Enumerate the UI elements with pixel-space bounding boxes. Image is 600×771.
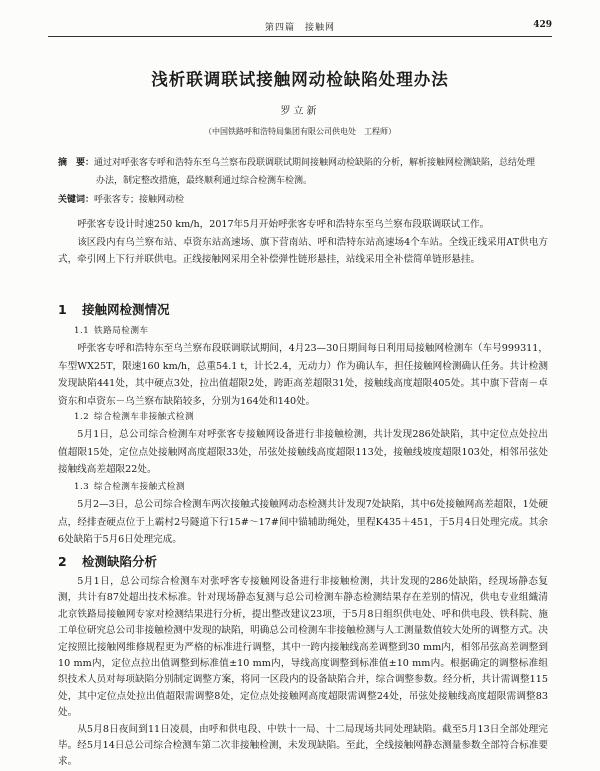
body-paragraph: 呼张客专呼和浩特东至乌兰察布段联调联试期间，4月23—30日期间每日利用局接触网检测车（车号999311，车型WX25T，限速160 km/h，总重54.1 t，计长2.4，无动力）作为确认车，担任接触网检测确认任务。共计检测发现缺陷441处，其中硬点3处，拉出值超限2处，跨距高差超限31处，接触线高度超限405处。其中旗下营南－卓资东和卓资东－乌兰察布缺陷较多，分别为164处和140处。 <box>58 343 548 407</box>
intro-paragraph: 呼张客专设计时速250 km/h，2017年5月开始呼张客专呼和浩特东至乌兰察布段联调联试工作。 <box>77 219 490 230</box>
subsection-title: 综合检测车非接触式检测 <box>94 412 195 422</box>
keywords <box>58 192 544 205</box>
abstract <box>58 154 544 190</box>
author-affiliation: （中国铁路呼和浩特局集团有限公司供电处 工程师） <box>204 127 396 136</box>
intro <box>58 216 548 269</box>
header-rule <box>48 36 552 37</box>
subsection-heading <box>74 324 149 336</box>
body-paragraph-block <box>58 496 548 549</box>
abstract-label: 摘 要： <box>58 158 95 168</box>
body-paragraph: 5月2—3日，总公司综合检测车两次接触式接触网动态检测共计发现7处缺陷，其中6处接触网高差超限，1处硬点，经排查硬点位于上霸村2号隧道下行15#～17#间中锚辅助绳处，里程K435＋451，于5月4日处理完成。其余6处缺陷于5月6日处理完成。 <box>58 499 548 546</box>
subsection-number: 1.1 <box>74 326 90 336</box>
subsection-heading <box>74 410 194 422</box>
subsection-heading <box>74 480 185 492</box>
keywords-text: 呼张客专；接触网动检 <box>94 195 185 205</box>
body-paragraph-block <box>58 574 548 771</box>
body-paragraph: 5月1日，总公司综合检测车对呼张客专接触网设备进行非接触检测，共计发现286处缺陷，其中定位点处拉出值超限15处，定位点处接触网高度超限33处，吊弦处接触线高度超限113处，接触线坡度超限103处，相邻吊弦处接触线高差超限22处。 <box>58 429 548 476</box>
keywords-label: 关键词： <box>58 195 95 205</box>
body-paragraph: 从5月8日夜间到11日凌晨，由呼和供电段、中铁十一局、十二局现场共同处理缺陷。截至5月13日全部处理完毕。经5月14日总公司综合检测车第二次非接触检测，未发现缺陷。至此，全线接触网静态测量参数全部符合标准要求。 <box>58 723 548 768</box>
abstract-text: 通过对呼张客专呼和浩特东至乌兰察布段联调联试期间接触网动检缺陷的分析，解析接触网检测缺陷，总结处理办法，制定整改措施，最终顺利通过综合检测车检测。 <box>94 158 536 186</box>
section-title: 接触网检测情况 <box>82 302 170 317</box>
body-paragraph: 5月1日，总公司综合检测车对张呼客专接触网设备进行非接触检测，共计发现的286处缺陷，经现场静态复测，共计有87处超出技术标准。针对现场静态复测与总公司检测车静态检测结果存在差别的情况，供电专业组織清北京铁路局接触网专家对检测结果进行分析，提出整改建议23项，于5月8日组织供电处、呼和供电段、铁科院、施工单位研究总公司非接触检测中发现的缺陷，明确总公司检测车非接触检测与人工测量数值较大处所的调整方式。决定按照比接触网维修规程更为严格的标准进行调整，其中一跨内接触线高差调整到30 mm内，相邻吊弦高差调整到10 mm内，定位点拉出值调整到标准值±10 mm内，导线高度调整到标准值±10 mm内。根据确定的调整标准组织技术人员对每项缺陷分别制定调整方案，将同一区段内的设备缺陷合并，综合调整参数。经分析，共计需调整115处，其中定位点处拉出值超限需调整8处，定位点处接触网高度超限需调整24处，吊弦处接触线高度超限需调整83处。 <box>58 576 548 719</box>
author-name: 罗立新 <box>280 106 320 117</box>
article-title: 浅析联调联试接触网动检缺陷处理办法 <box>151 70 449 89</box>
section-number: 1 <box>58 302 67 317</box>
page-number: 429 <box>533 20 552 30</box>
section-heading <box>58 300 170 318</box>
subsection-title: 综合检测车接触式检测 <box>94 482 185 492</box>
running-header-section: 第四篇 接触网 <box>264 23 335 33</box>
section-title: 检测缺陷分析 <box>82 554 158 569</box>
section-number: 2 <box>58 554 67 569</box>
intro-paragraph: 该区段内有乌兰察布站、卓资东站高速场、旗下营南站、呼和浩特东站高速场4个车站。全线正线采用AT供电方式，牵引网上下行并联供电。正线接触网采用全补偿弹性链形悬挂，站线采用全补偿简单链形悬挂。 <box>58 236 548 266</box>
subsection-number: 1.3 <box>74 482 90 492</box>
running-header <box>48 20 552 36</box>
subsection-number: 1.2 <box>74 412 90 422</box>
section-heading <box>58 552 157 570</box>
subsection-title: 铁路局检测车 <box>94 326 149 336</box>
body-paragraph-block <box>58 426 548 479</box>
body-paragraph-block <box>58 340 548 410</box>
